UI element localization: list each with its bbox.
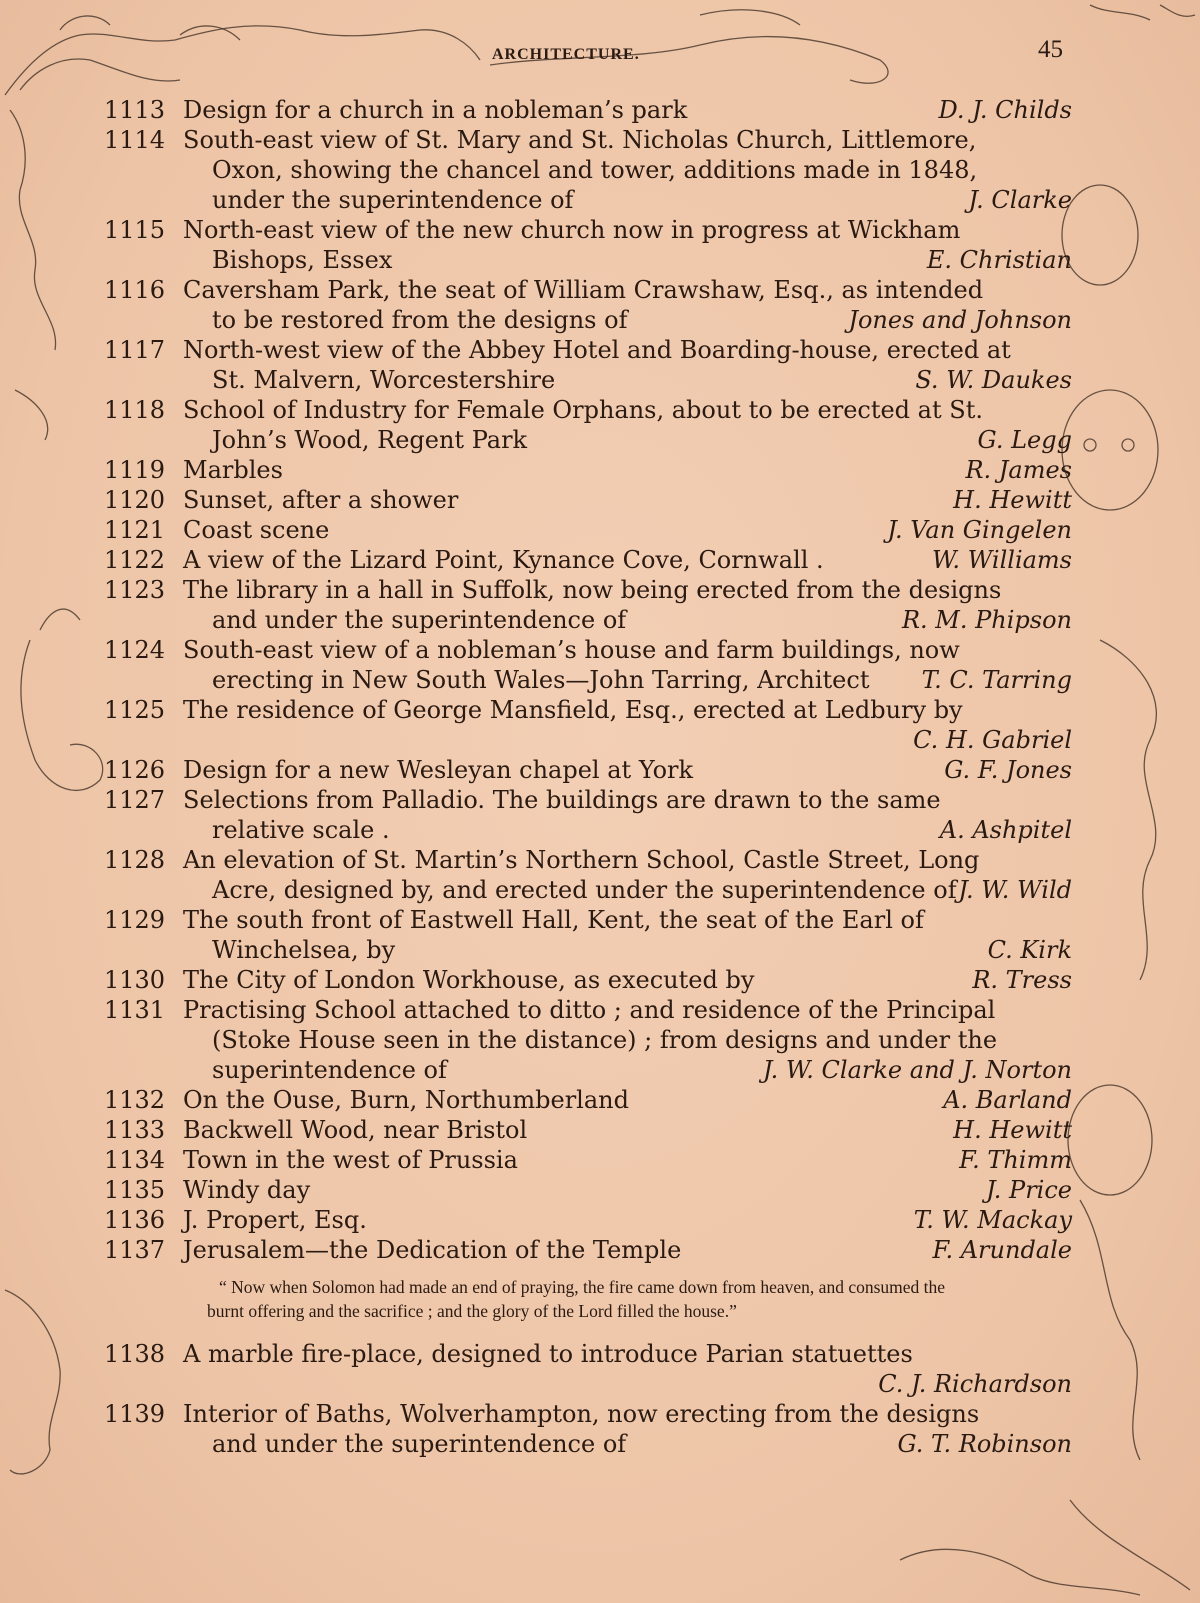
entry-title: The library in a hall in Suffolk, now being erected from the designs and under the superintendence of [183, 576, 1002, 634]
entry-title: Practising School attached to ditto ; and residence of the Principal (Stoke House seen in the distance) ; from designs and under the superintendence of [183, 996, 998, 1084]
entry-title: J. Propert, Esq. [183, 1206, 367, 1234]
catalogue-entry-1134 [0, 1145, 1200, 1175]
entry-number: 1135 [104, 1176, 166, 1204]
running-title: ARCHITECTURE. [492, 46, 640, 63]
entry-title: South-east view of a nobleman’s house and farm buildings, now erecting in New South Wales—John Tarring, Architect [183, 636, 960, 694]
entry-title: North-east view of the new church now in progress at Wickham Bishops, Essex [183, 216, 961, 274]
catalogue-entry-1125 [0, 695, 1200, 755]
entry-artist: R. Tress [972, 966, 1072, 994]
catalogue-entry-1135 [0, 1175, 1200, 1205]
catalogue-entry-1133 [0, 1115, 1200, 1145]
entry-artist: J. W. Wild [958, 876, 1072, 904]
entry-number: 1120 [104, 486, 166, 514]
catalogue-entry-1119 [0, 455, 1200, 485]
entry-artist: F. Arundale [932, 1236, 1072, 1264]
catalogue-entry-1121 [0, 515, 1200, 545]
entry-number: 1137 [104, 1236, 166, 1264]
catalogue-entry-1127 [0, 785, 1200, 845]
entry-number: 1131 [104, 996, 166, 1024]
entry-title: The south front of Eastwell Hall, Kent, the seat of the Earl of Winchelsea, by [183, 906, 924, 964]
page-number: 45 [1038, 36, 1063, 63]
entry-artist: T. C. Tarring [921, 666, 1072, 694]
catalogue-entry-1126 [0, 755, 1200, 785]
catalogue-list [0, 95, 1200, 1459]
entry-number: 1130 [104, 966, 166, 994]
catalogue-entry-1118 [0, 395, 1200, 455]
entry-artist: F. Thimm [959, 1146, 1072, 1174]
entry-number: 1139 [104, 1400, 166, 1428]
entry-artist: J. W. Clarke and J. Norton [762, 1056, 1072, 1084]
entry-artist: J. Price [986, 1176, 1072, 1204]
entry-artist: A. Barland [943, 1086, 1072, 1114]
entry-artist: G. Legg [977, 426, 1072, 454]
entry-title: Interior of Baths, Wolverhampton, now erecting from the designs and under the superintendence of [183, 1400, 980, 1458]
entry-artist: H. Hewitt [953, 486, 1072, 514]
entry-artist: G. T. Robinson [897, 1430, 1072, 1458]
entry-number: 1127 [104, 786, 166, 814]
catalogue-entry-1116 [0, 275, 1200, 335]
entry-number: 1114 [104, 126, 166, 154]
entry-number: 1138 [104, 1340, 166, 1368]
entry-artist: G. F. Jones [944, 756, 1072, 784]
entry-title: School of Industry for Female Orphans, about to be erected at St. John’s Wood, Regent Park [183, 396, 983, 454]
catalogue-entry-1117 [0, 335, 1200, 395]
entry-title: The residence of George Mansfield, Esq., erected at Ledbury by [183, 696, 963, 724]
entry-artist: J. Clarke [968, 186, 1072, 214]
entry-number: 1122 [104, 546, 166, 574]
entry-number: 1113 [104, 96, 166, 124]
entry-artist: A. Ashpitel [939, 816, 1072, 844]
entry-title: South-east view of St. Mary and St. Nicholas Church, Littlemore, Oxon, showing the chancel and tower, additions made in 1848, under the superintendence of [183, 126, 978, 214]
catalogue-entry-1123 [0, 575, 1200, 635]
catalogue-entry-1132 [0, 1085, 1200, 1115]
entry-artist: C. H. Gabriel [913, 726, 1072, 754]
entry-number: 1124 [104, 636, 166, 664]
entry-artist: R. M. Phipson [901, 606, 1072, 634]
entry-number: 1128 [104, 846, 166, 874]
entry-title: Marbles [183, 456, 283, 484]
entry-title: Selections from Palladio. The buildings are drawn to the same relative scale . [183, 786, 941, 844]
entry-number: 1121 [104, 516, 166, 544]
entry-title: A marble fire-place, designed to introduce Parian statuettes [183, 1340, 913, 1368]
catalogue-entry-1137 [0, 1235, 1200, 1265]
entry-title: Coast scene [183, 516, 330, 544]
entry-number: 1119 [104, 456, 166, 484]
entry-title: A view of the Lizard Point, Kynance Cove, Cornwall . [183, 546, 824, 574]
entry-title: On the Ouse, Burn, Northumberland [183, 1086, 629, 1114]
entry-number: 1129 [104, 906, 166, 934]
catalogue-entry-1115 [0, 215, 1200, 275]
catalogue-entry-1128 [0, 845, 1200, 905]
catalogue-entry-1138 [0, 1339, 1200, 1399]
catalogue-entry-1130 [0, 965, 1200, 995]
entry-number: 1117 [104, 336, 166, 364]
catalogue-entry-1124 [0, 635, 1200, 695]
entry-title: Jerusalem—the Dedication of the Temple [183, 1236, 682, 1264]
entry-number: 1132 [104, 1086, 166, 1114]
entry-number: 1125 [104, 696, 166, 724]
running-head [0, 36, 1200, 76]
scripture-quote: “ Now when Solomon had made an end of praying, the fire came down from heaven, and consumed the burnt offering and the sacrifice ; and the glory of the Lord filled the house.” [207, 1277, 946, 1321]
top-right-scribble [1090, 5, 1195, 20]
entry-artist: J. Van Gingelen [887, 516, 1072, 544]
entry-number: 1133 [104, 1116, 166, 1144]
entry-number: 1116 [104, 276, 166, 304]
catalogue-entry-1136 [0, 1205, 1200, 1235]
entry-artist: C. Kirk [987, 936, 1072, 964]
entry-number: 1118 [104, 396, 166, 424]
entry-title: Windy day [183, 1176, 311, 1204]
entry-number: 1134 [104, 1146, 166, 1174]
entry-number: 1123 [104, 576, 166, 604]
entry-title: Design for a church in a nobleman’s park [183, 96, 688, 124]
entry-number: 1136 [104, 1206, 166, 1234]
bottom-right-scribble [900, 1549, 1140, 1595]
entry-title: Backwell Wood, near Bristol [183, 1116, 528, 1144]
catalogue-entry-1113 [0, 95, 1200, 125]
entry-title: Sunset, after a shower [183, 486, 459, 514]
entry-artist: D. J. Childs [938, 96, 1072, 124]
entry-artist: R. James [965, 456, 1072, 484]
catalogue-entry-1139 [0, 1399, 1200, 1459]
entry-artist: E. Christian [926, 246, 1072, 274]
catalogue-entry-1114 [0, 125, 1200, 215]
catalogue-entry-1131 [0, 995, 1200, 1085]
catalogue-entry-1120 [0, 485, 1200, 515]
entry-title: North-west view of the Abbey Hotel and Boarding-house, erected at St. Malvern, Worcestershire [183, 336, 1011, 394]
entry-number: 1126 [104, 756, 166, 784]
entry-title: Design for a new Wesleyan chapel at York [183, 756, 694, 784]
entry-title: Caversham Park, the seat of William Crawshaw, Esq., as intended to be restored from the designs of [183, 276, 984, 334]
catalogue-entry-1122 [0, 545, 1200, 575]
entry-title: Town in the west of Prussia [183, 1146, 518, 1174]
entry-artist: W. Williams [931, 546, 1072, 574]
entry-artist: Jones and Johnson [848, 306, 1072, 334]
entry-artist: C. J. Richardson [878, 1370, 1072, 1398]
entry-artist: T. W. Mackay [913, 1206, 1072, 1234]
entry-number: 1115 [104, 216, 166, 244]
entry-artist: S. W. Daukes [915, 366, 1072, 394]
entry-artist: H. Hewitt [953, 1116, 1072, 1144]
catalogue-entry-1129 [0, 905, 1200, 965]
entry-title: The City of London Workhouse, as executed by [183, 966, 755, 994]
entry-title: An elevation of St. Martin’s Northern School, Castle Street, Long Acre, designed by, and erected under the superintendence of [183, 846, 980, 904]
